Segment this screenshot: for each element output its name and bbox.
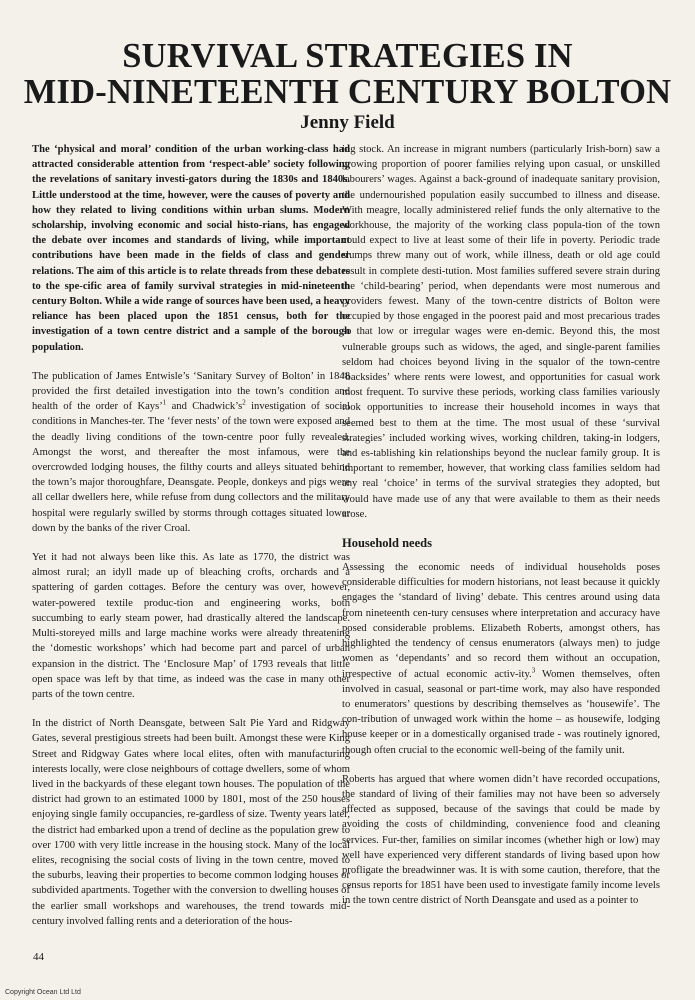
body-paragraph: Yet it had not always been like this. As late as 1770, the district was almost rural; an idyll made up of bleaching crofts, orchards and a spattering of garden cottages. Before the century was over, however, water-powered textile produc-tion and engineering works, both succumbing to early steam power, had drastically altered the landscape. Multi-storeyed mills and large machine works were already threatening the ‘domestic workshops’ which had become part and parcel of urban expansion in the district. The ‘Enclosure Map’ of 1793 reveals that little open space was left by that time, as indeed was the case in many other parts of the town centre. — [32, 552, 350, 700]
page-number: 44 — [33, 951, 44, 963]
title-line-2: MID-NINETEENTH CENTURY BOLTON — [23, 73, 672, 111]
footnote-ref: 2 — [242, 398, 246, 407]
section-heading: Household needs — [342, 536, 432, 551]
body-paragraph: In the district of North Deansgate, between Salt Pie Yard and Ridgway Gates, several prestigious streets had been built. Amongst these were King Street and Ridgway Gates where local elites, often with manufacturing interests locally, were close neighbours of cottage dwellers, some of whom lived in the backyards of these elegant town houses. The population of the district had grown to an estimated 1000 by 1801, most of the 250 houses enjoying single family occupancies, re-gardless of size. Twenty years later, the district had embarked upon a trend of decline as the population grew to over 1700 with very little increase in the housing stock. Many of the local elites, recognising the social costs of living in the town centre, moved to the suburbs, leaving their properties to become common lodging houses or subdivided apartments. Together with the conversion to dwelling houses of the earlier small workshops and warehouses, the trend towards mid-century involved falling rents and a deterioration of the hous- — [32, 718, 350, 927]
title-line-1: SURVIVAL STRATEGIES IN — [122, 37, 573, 75]
copyright-notice: Copyright Ocean Ltd Ltd — [5, 989, 81, 996]
right-column — [342, 142, 660, 923]
author-name: Jenny Field — [300, 112, 395, 133]
footnote-ref: 3 — [531, 665, 536, 674]
body-paragraph: The publication of James Entwisle’s ‘Sanitary Survey of Bolton’ in 1848 provided the first detailed investigation into the town’s condition and health of the order of Kays’$^1$ and $Chadwick’s^2$ investigation of social conditions in Manches-ter. The ‘fever nests’ of the town were exposed and the deadly living conditions of the town-centre poor fully revealed. Amongst the worst, and thereafter the most infamous, were the overcrowded lodging houses, the filthy courts and alleys situated behind the town’s major thoroughfare, Deansgate. People, donkeys and pigs were all cellar dwellers here, while refuse from dung collectors and the military hospital were regularly swilled by storms through cottages situated lower down by the banks of the river Croal. — [32, 370, 350, 534]
body-paragraph: ing stock. An increase in migrant numbers (particularly Irish-born) saw a growing proportion of poorer families relying upon casual, or unskilled labourers’ wages. Against a back-ground of inadequate sanitary provision, the undernourished population easily succumbed to illness and disease. With meagre, locally administered relief funds the only alternative to the workhouse, the majority of the working class popula-tion of the town could expect to live at least some of their life in poverty. Periodic trade slumps threw many out of work, while illness, death or old age could result in complete desti-tution. Most families suffered severe strain during the ‘child-bearing’ period, when dependants were most numerous and providers fewest. Many of the town-centre districts of Bolton were occupied by those engaged in the poorest paid and most precarious trades so that low or irregular wages were en-demic. Beyond this, the most vulnerable groups such as widows, the aged, and single-parent families seldom had choices beyond living in the squalor of the town-centre ‘backsides’ where rents were lowest, and opportunities for casual work most frequent. To survive these periods, working class families variously took opportunities to increase their household incomes in ways that seemed best to them at the time. The most usual of these ‘survival strategies’ included working wives, working children, taking-in lodgers, and es-tablishing kin relationships beyond the nuclear family group. It is important to remember, however, that working class families seldom had any real ‘choice’ in terms of the survival strategies they adopted, but would have made use of any that were available to them as their needs arose. — [342, 144, 660, 520]
body-paragraph: Roberts has argued that where women didn’t have recorded occupations, the standard of living of their families may not have been so adversely affected as supposed, because of the savings that could be made by avoiding the costs of childminding, convenience food and cleaning services. Fur-ther, families on similar incomes (whether high or low) may well have experienced very different standards of living based upon how profligate the breadwinner was. It is with some caution, therefore, that the census reports for 1851 have been used to investigate family income levels in the town centre district of North Deansgate and used as a pointer to — [342, 773, 660, 907]
intro-paragraph: The ‘physical and moral’ condition of the urban working-class had attracted considerable attention from ‘respect-able’ society following the revelations of sanitary investi-gators during the 1830s and 1840s. Little understood at the time, however, were the causes of poverty and how they related to living conditions within urban slums. Modern scholarship, involving economic and social histo-rians, has engaged the debate over incomes and standards of living, while important contributions have been made in the fields of class and gender relations. The aim of this article is to relate threads from these debates to the spe-cific area of family survival strategies in mid-nineteenth century Bolton. While a wide range of sources have been used, a heavy reliance has been placed upon the 1851 census, both for the investigation of a town centre district and a sample of the borough population. — [32, 144, 351, 353]
footnote-ref: 1 — [162, 398, 167, 407]
left-column — [32, 142, 350, 943]
body-paragraph: Assessing the economic needs of individual households poses considerable difficulties for modern historians, not least because it quickly engages the ‘standard of living’ debate. This centres around using data from nineteenth cen-tury censuses where interpretation and accuracy have posed considerable problems. Elizabeth Roberts, amongst others, has highlighted the tendency of census enumerators (always men) to judge women as ‘dependants’ and so record them without an occupation, irrespective of actual economic activ-ity.$^3$ Women themselves, often involved in casual, seasonal or part-time work, may also have responded to enumerators’ questions by describing themselves as ‘housewife’. The con-tribution of unwaged work within the home – as housewife, lodging house keeper or in a domestically organised trade - was routinely ignored, though often crucial to the economic well-being of the family unit. — [342, 562, 660, 756]
article-title — [0, 38, 695, 110]
